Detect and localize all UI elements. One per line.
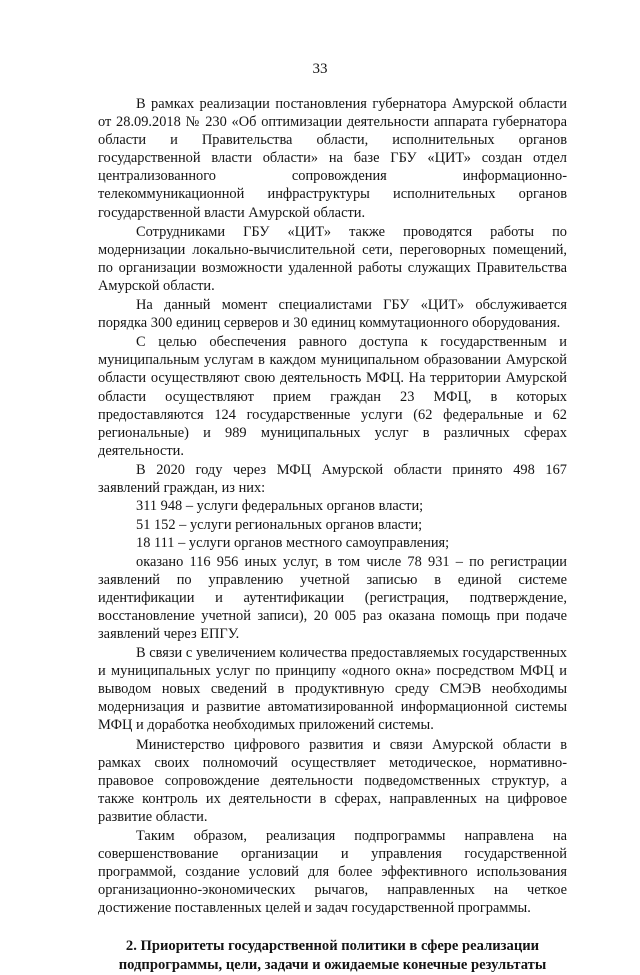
list-item: 18 111 – услуги органов местного самоуправления; — [136, 535, 450, 552]
paragraph: оказано 116 956 иных услуг, в том числе 78 931 – по регистрации заявлений по управлению учетной записью в единой системе идентификации и аутентификации (регистрация, подтверждение, восстановление учетной записи), 20 005 раз оказана помощь при подаче заявлений через ЕПГУ. — [98, 553, 567, 642]
list-item: 311 948 – услуги федеральных органов власти; — [136, 498, 424, 515]
paragraph: В рамках реализации постановления губернатора Амурской области от 28.09.2018 № 230 «Об оптимизации деятельности аппарата губернатора области и Правительства области, исполнительных органов государственной власти области» на базе ГБУ «ЦИТ» создан отдел централизованного сопровождения информационно-телекоммуникационной инфраструктуры исполнительных органов государственной власти Амурской области. — [98, 96, 567, 221]
body-text — [98, 95, 567, 975]
paragraph: Сотрудниками ГБУ «ЦИТ» также проводятся работы по модернизации локально-вычислительной сети, переговорных помещений, по организации возможности удаленной работы служащих Правительства Амурской области. — [98, 223, 567, 294]
paragraph: Таким образом, реализация подпрограммы направлена на совершенствование организации и управления государственной программой, создание условий для более эффективного использования организационно-экономических рычагов, направленных на четкое достижение поставленных целей и задач государственной программы. — [98, 827, 567, 917]
section-heading: 2. Приоритеты государственной политики в сфере реализации подпрограммы, цели, задачи и ожидаемые конечные результаты — [118, 938, 547, 974]
page-number: 33 — [312, 61, 328, 77]
paragraph: На данный момент специалистами ГБУ «ЦИТ» обслуживается порядка 300 единиц серверов и 30 единиц коммутационного оборудования. — [98, 297, 567, 332]
paragraph: Министерство цифрового развития и связи Амурской области в рамках своих полномочий осуществляет методическое, нормативно-правовое сопровождение деятельности подведомственных структур, а также контроль их деятельности в сферах, направленных на цифровое развитие области. — [98, 736, 567, 825]
paragraph: В связи с увеличением количества предоставляемых государственных и муниципальных услуг по принципу «одного окна» посредством МФЦ и выводом новых сведений в продуктивную среду СМЭВ необходимы модернизация и развитие автоматизированной информационной системы МФЦ и доработка необходимых приложений системы. — [98, 645, 567, 734]
paragraph: В 2020 году через МФЦ Амурской области принято 498 167 заявлений граждан, из них: — [98, 461, 567, 496]
list-item: 51 152 – услуги региональных органов власти; — [136, 516, 423, 533]
paragraph: С целью обеспечения равного доступа к государственным и муниципальным услугам в каждом муниципальном образовании Амурской области осуществляют свою деятельность МФЦ. На территории Амурской области осуществляют прием граждан 23 МФЦ, в которых предоставляются 124 государственные услуги (62 федеральные и 62 региональные) и 989 муниципальных услуг в различных сферах деятельности. — [98, 334, 567, 459]
